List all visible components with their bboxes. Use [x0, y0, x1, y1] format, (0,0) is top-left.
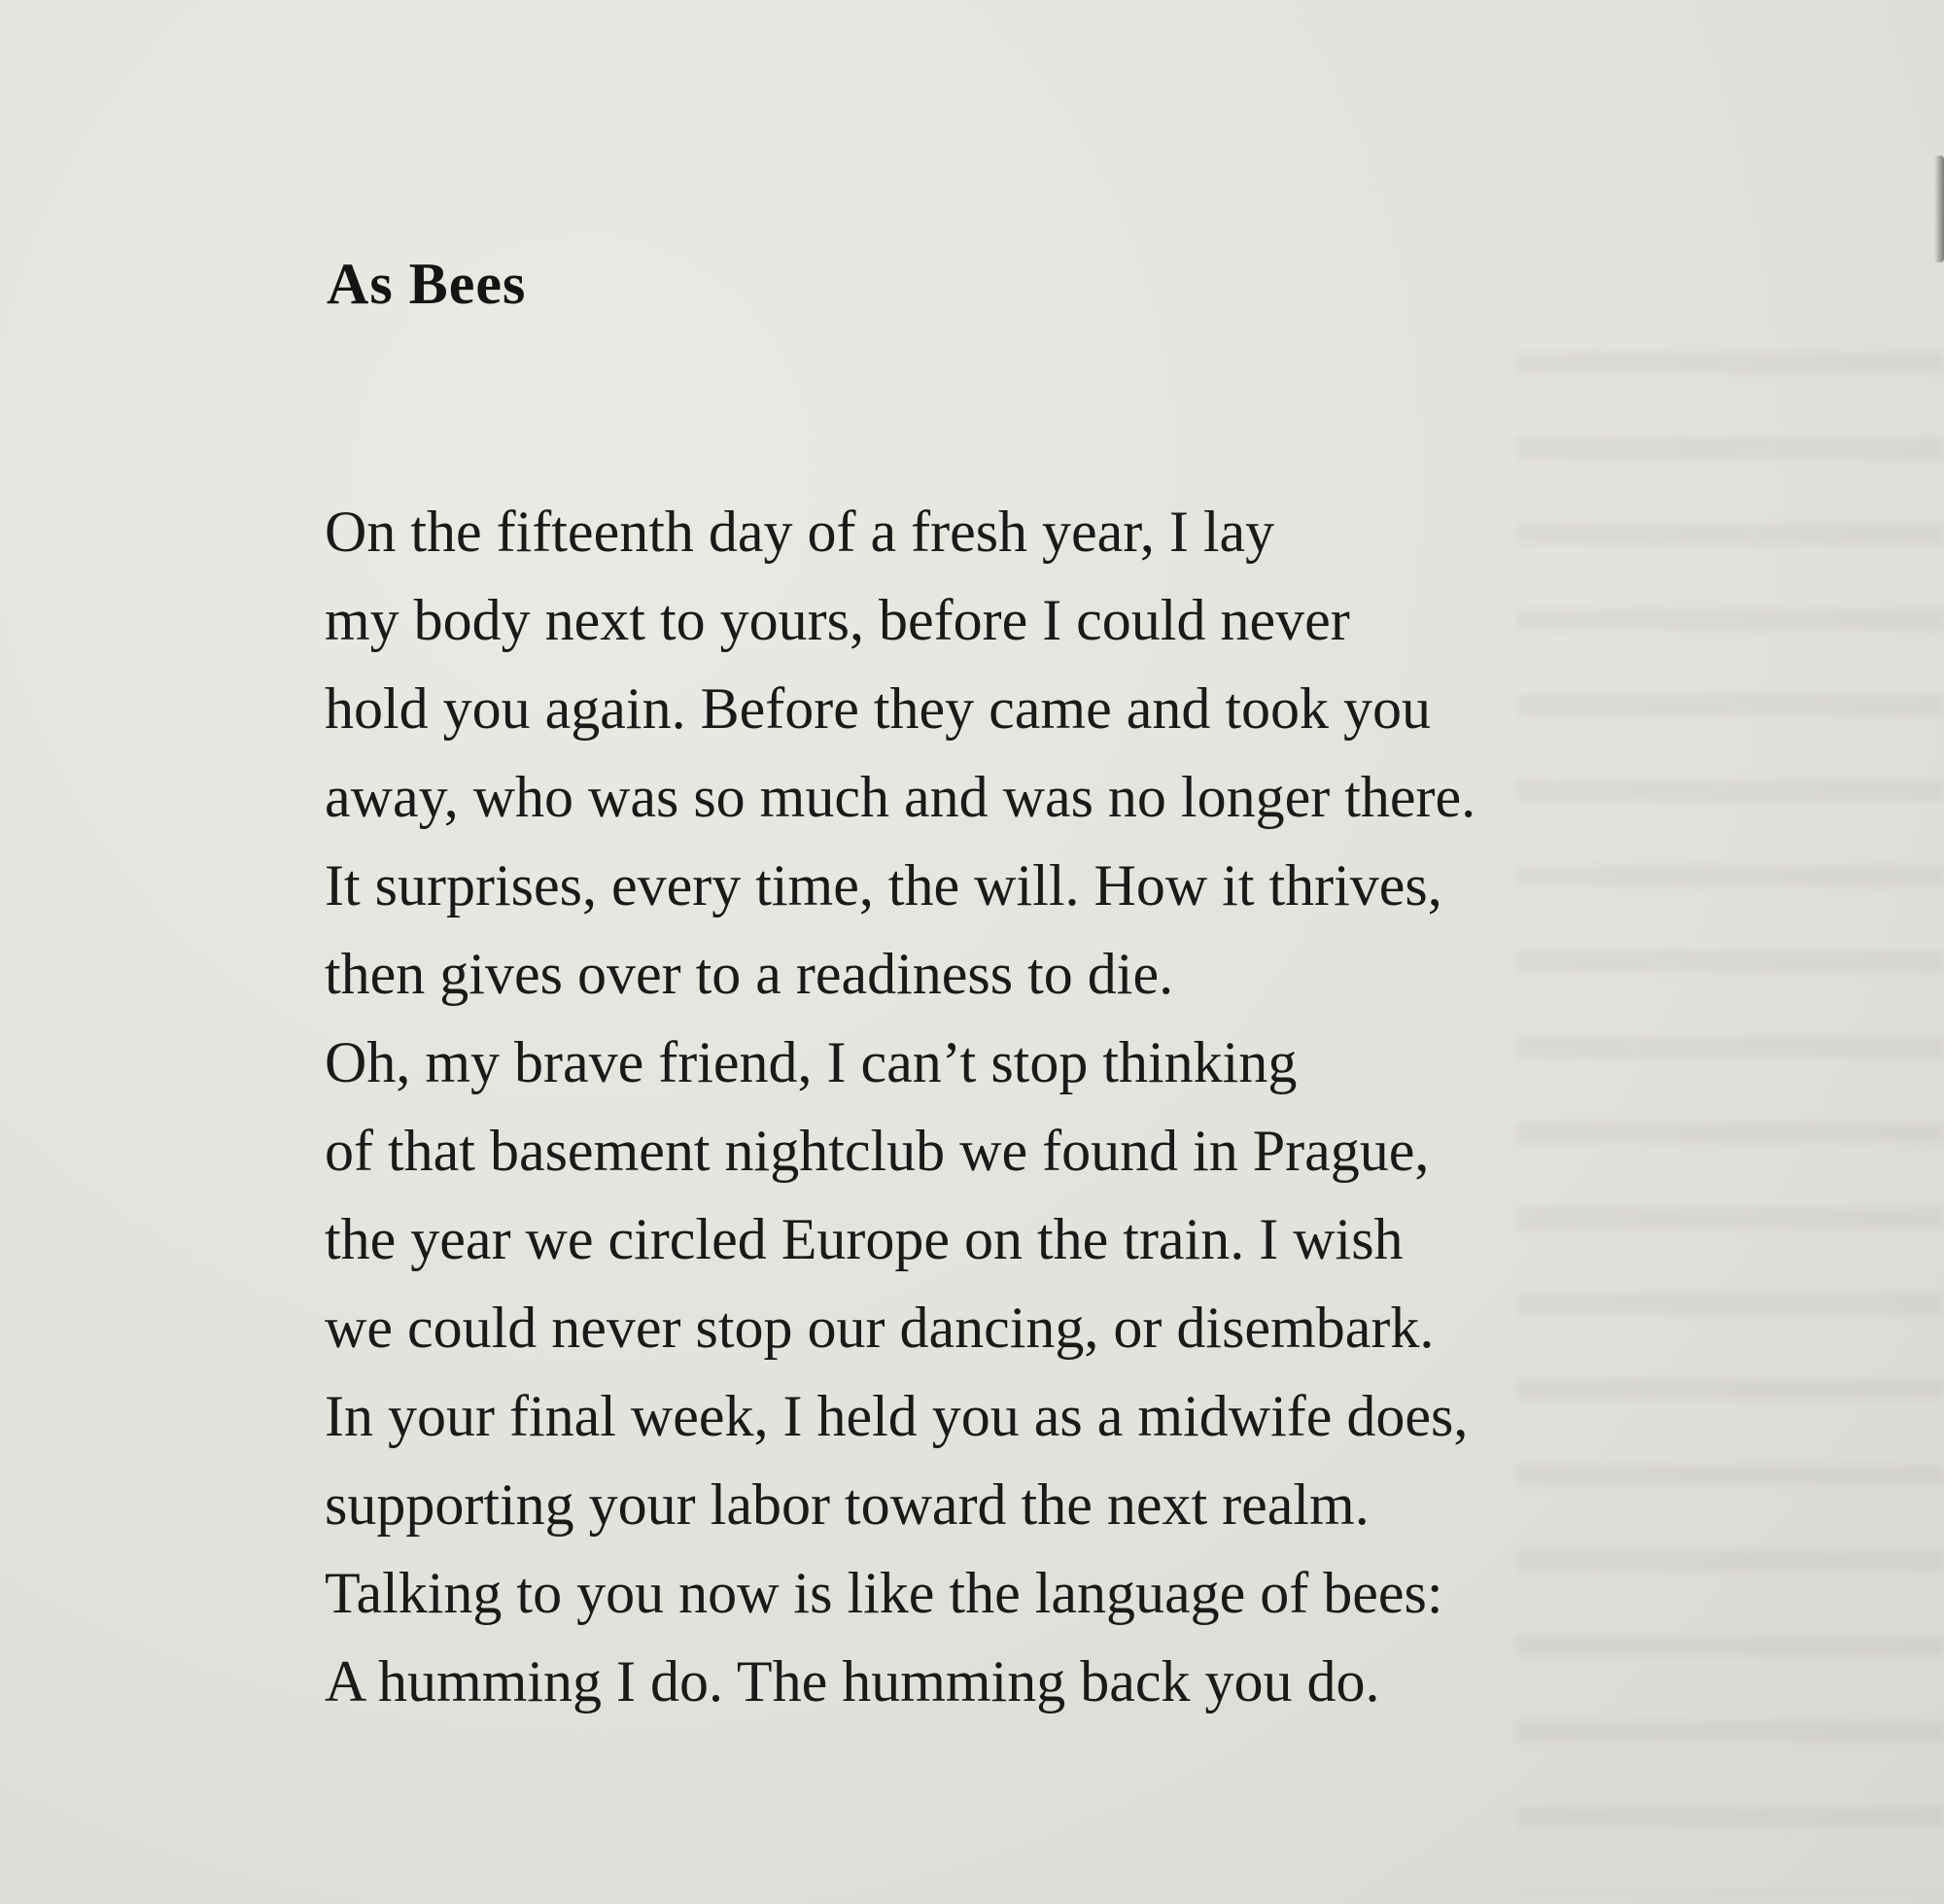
poem-line: Talking to you now is like the language of bees: [325, 1561, 1443, 1625]
poem-line: hold you again. Before they came and took you [325, 676, 1432, 741]
poem-line: A humming I do. The humming back you do. [325, 1649, 1380, 1714]
poem-line: we could never stop our dancing, or disembark. [325, 1296, 1435, 1360]
poem-line: supporting your labor toward the next realm. [325, 1472, 1370, 1537]
poem-line: Oh, my brave friend, I can’t stop thinking [325, 1030, 1298, 1094]
page-edge-shadow [1934, 156, 1944, 262]
poem-line: In your final week, I held you as a midwife does, [325, 1384, 1469, 1448]
poem-line: of that basement nightclub we found in Prague, [325, 1119, 1430, 1183]
poem-title: As Bees [327, 252, 527, 316]
poem-line: my body next to yours, before I could never [325, 588, 1350, 652]
poem-line: It surprises, every time, the will. How it thrives, [325, 853, 1442, 917]
poem-line: the year we circled Europe on the train. I wish [325, 1207, 1404, 1271]
poem-line: On the fifteenth day of a fresh year, I lay [325, 500, 1275, 564]
poem-line: then gives over to a readiness to die. [325, 942, 1174, 1006]
poem-body [325, 488, 1685, 1726]
poem-line: away, who was so much and was no longer there. [325, 765, 1476, 829]
